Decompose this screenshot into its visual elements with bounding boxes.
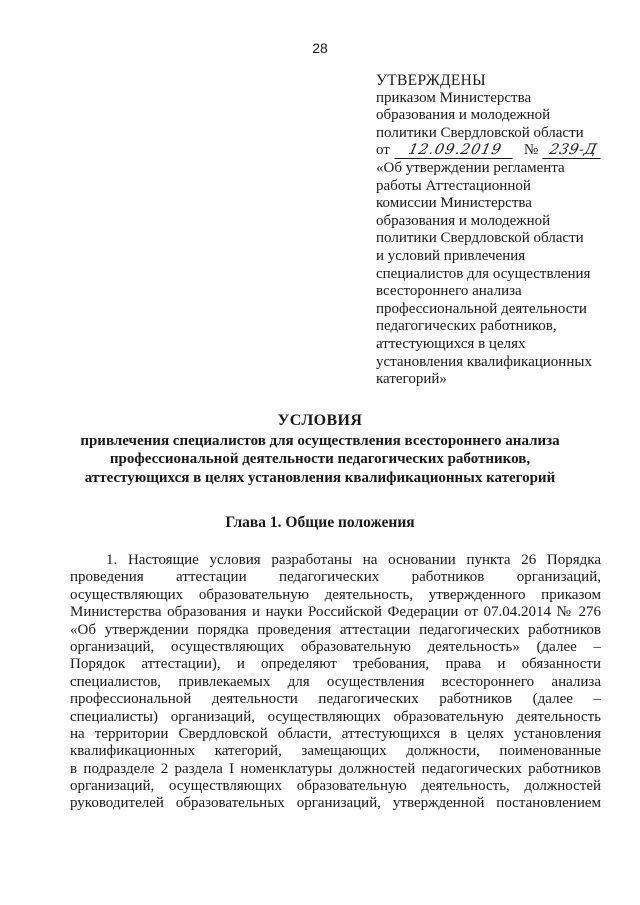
order-subject-line: педагогических работников,: [376, 318, 557, 335]
order-subject-line: всестороннего анализа: [376, 283, 522, 300]
paragraph-line: квалификационных категорий, замещающих должности, поименованные: [70, 743, 601, 760]
order-subject-line: комиссии Министерства: [376, 195, 532, 212]
order-subject-line: и условий привлечения: [376, 247, 526, 264]
paragraph-line: организаций, осуществляющих образовательную деятельность, должностей: [70, 778, 601, 795]
order-subject-line: категорий»: [376, 371, 447, 388]
document-subtitle-line: аттестующихся в целях установления квалификационных категорий: [84, 469, 556, 486]
paragraph-line: на территории Свердловской области, аттестующихся в целях установления: [70, 725, 601, 742]
approval-line: приказом Министерства: [376, 89, 532, 106]
approval-line: политики Свердловской области: [376, 124, 584, 141]
document-subtitle-line: привлечения специалистов для осуществления всестороннего анализа: [80, 432, 560, 449]
paragraph-line: Порядок аттестации), и определяют требования, права и обязанности: [70, 656, 601, 673]
order-subject-line: образования и молодежной: [376, 212, 551, 229]
date-prefix: от: [376, 142, 390, 159]
paragraph-line: 1. Настоящие условия разработаны на основании пункта 26 Порядка: [106, 552, 601, 568]
approval-stamp-block: [376, 72, 616, 389]
order-subject-line: «Об утверждении регламента: [376, 159, 565, 176]
approval-line: образования и молодежной: [376, 107, 551, 124]
order-subject-line: профессиональной деятельности: [376, 300, 587, 317]
handwritten-order-number: 239-Д: [542, 143, 603, 159]
approval-heading: УТВЕРЖДЕНЫ: [376, 72, 486, 89]
number-sign: №: [523, 142, 539, 159]
document-title: УСЛОВИЯ: [277, 412, 363, 429]
paragraph-line: организаций, осуществляющих образовательную деятельность» (далее –: [70, 638, 601, 655]
paragraph-line: в подразделе 2 раздела I номенклатуры должностей педагогических работников: [70, 760, 601, 777]
paragraph-line: осуществляющих образовательную деятельность, утвержденного приказом: [70, 586, 601, 603]
order-subject-line: работы Аттестационной: [376, 177, 531, 194]
order-subject-line: аттестующихся в целях: [376, 335, 526, 352]
order-subject-line: специалистов для осуществления: [376, 265, 591, 282]
paragraph-1: [70, 552, 601, 813]
paragraph-line: специалистов, привлекаемых для осуществления всестороннего анализа: [70, 673, 601, 690]
order-subject-line: установления квалификационных: [376, 353, 592, 370]
chapter-heading: Глава 1. Общие положения: [225, 514, 415, 531]
document-subtitle-line: профессиональной деятельности педагогических работников,: [109, 451, 531, 467]
document-title-block: [40, 412, 600, 487]
paragraph-line: проведения аттестации педагогических работников организаций,: [70, 569, 601, 586]
paragraph-line: специалисты) организаций, осуществляющих образовательную деятельность: [70, 708, 601, 725]
paragraph-line: «Об утверждении порядка проведения аттестации педагогических работников: [70, 621, 601, 638]
order-date-number-row: [376, 142, 616, 160]
order-subject-line: политики Свердловской области: [376, 230, 584, 247]
paragraph-line: руководителей образовательных организаций, утвержденной постановлением: [70, 795, 601, 812]
handwritten-date: 12.09.2019: [394, 143, 515, 159]
paragraph-line: профессиональной деятельности педагогических работников (далее –: [70, 691, 601, 708]
page-number: 28: [312, 40, 328, 56]
paragraph-line: Министерства образования и науки Российской Федерации от 07.04.2014 № 276: [70, 604, 601, 621]
